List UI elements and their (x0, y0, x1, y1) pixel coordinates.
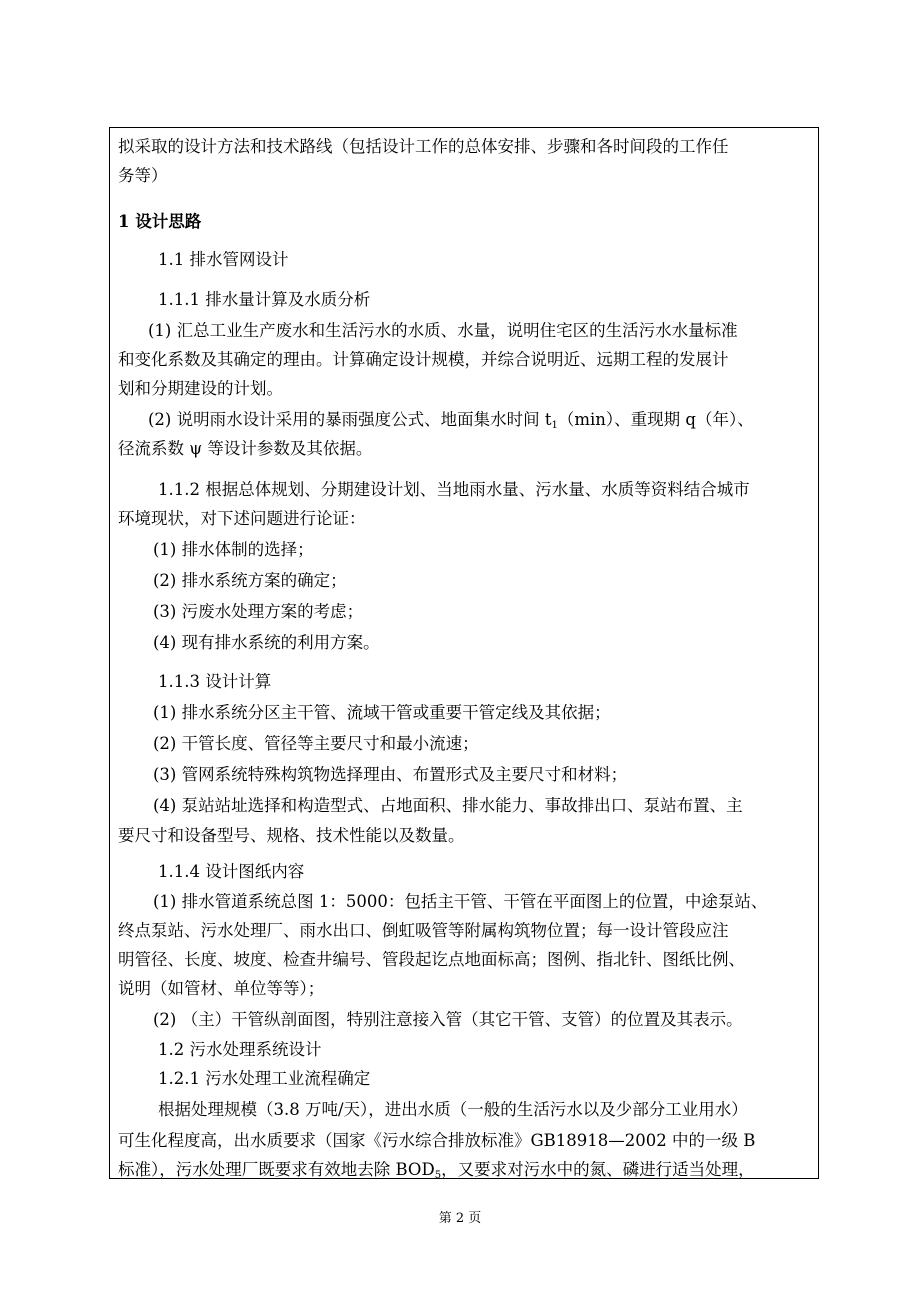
paragraph-line: 和变化系数及其确定的理由。计算确定设计规模，并综合说明近、远期工程的发展计 (118, 350, 729, 369)
subscript: 1 (551, 420, 558, 431)
list-item-continuation: 说明（如管材、单位等等）； (118, 979, 325, 998)
paragraph-line: 划和分期建设的计划。 (118, 379, 283, 398)
list-item: (2) 排水系统方案的确定； (153, 571, 347, 590)
section-1-1-4-heading: 1.1.4 设计图纸内容 (158, 862, 305, 881)
list-item: (1) 排水管道系统总图 1：5000：包括主干管、干管在平面图上的位置，中途泵站、 (153, 892, 768, 911)
list-item: (4) 泵站站址选择和构造型式、占地面积、排水能力、事故排出口、泵站布置、主 (153, 796, 743, 815)
section-1-heading: 1 设计思路 (118, 212, 202, 231)
header-line-2: 务等） (118, 166, 168, 185)
list-item: (2) （主）干管纵剖面图，特别注意接入管（其它干管、支管）的位置及其表示。 (153, 1010, 743, 1029)
list-item: (1) 排水体制的选择； (153, 540, 314, 559)
list-item: (4) 现有排水系统的利用方案。 (153, 633, 380, 652)
section-1-1-2-line: 环境现状，对下述问题进行论证： (118, 509, 366, 528)
section-1-1-heading: 1.1 排水管网设计 (158, 250, 289, 269)
section-1-1-2-line: 1.1.2 根据总体规划、分期建设计划、当地雨水量、污水量、水质等资料结合城市 (158, 480, 750, 499)
section-1-2-heading: 1.2 污水处理系统设计 (158, 1040, 322, 1059)
content-frame (109, 127, 819, 1179)
page-number: 第 2 页 (438, 1211, 482, 1226)
text-fragment: （min）、重现期 q（年）、 (557, 410, 754, 429)
list-item-continuation: 明管径、长度、坡度、检查井编号、管段起讫点地面标高；图例、指北针、图纸比例、 (118, 950, 745, 969)
text-fragment: 标准），污水处理厂既要求有效地去除 BOD (118, 1160, 435, 1179)
list-item-continuation: 要尺寸和设备型号、规格、技术性能以及数量。 (118, 826, 465, 845)
list-item: (2) 干管长度、管径等主要尺寸和最小流速； (153, 734, 479, 753)
list-item: (3) 管网系统特殊构筑物选择理由、布置形式及主要尺寸和材料； (153, 765, 628, 784)
text-fragment: ，又要求对污水中的氮、磷进行适当处理， (441, 1160, 755, 1179)
paragraph-line: 根据处理规模（3.8 万吨/天），进出水质（一般的生活污水以及少部分工业用水） (158, 1100, 748, 1119)
subscript: 5 (434, 1170, 442, 1179)
section-1-2-1-heading: 1.2.1 污水处理工业流程确定 (158, 1069, 371, 1088)
text-fragment: (2) 说明雨水设计采用的暴雨强度公式、地面集水时间 t (148, 410, 552, 429)
paragraph-line (118, 1155, 812, 1179)
paragraph-line: 径流系数 ψ 等设计参数及其依据。 (118, 439, 373, 458)
list-item: (1) 排水系统分区主干管、流域干管或重要干管定线及其依据； (153, 703, 611, 722)
section-1-1-1-heading: 1.1.1 排水量计算及水质分析 (158, 290, 371, 309)
paragraph-line: 可生化程度高，出水质要求（国家《污水综合排放标准》GB18918—2002 中的一级 B (118, 1131, 756, 1150)
list-item-continuation: 终点泵站、污水处理厂、雨水出口、倒虹吸管等附属构筑物位置；每一设计管段应注 (118, 921, 729, 940)
paragraph-line: (1) 汇总工业生产废水和生活污水的水质、水量，说明住宅区的生活污水水量标准 (148, 321, 738, 340)
section-1-1-3-heading: 1.1.3 设计计算 (158, 672, 272, 691)
paragraph-line (148, 405, 819, 434)
list-item: (3) 污废水处理方案的考虑； (153, 602, 364, 621)
header-line-1: 拟采取的设计方法和技术路线（包括设计工作的总体安排、步骤和各时间段的工作任 (118, 137, 729, 156)
